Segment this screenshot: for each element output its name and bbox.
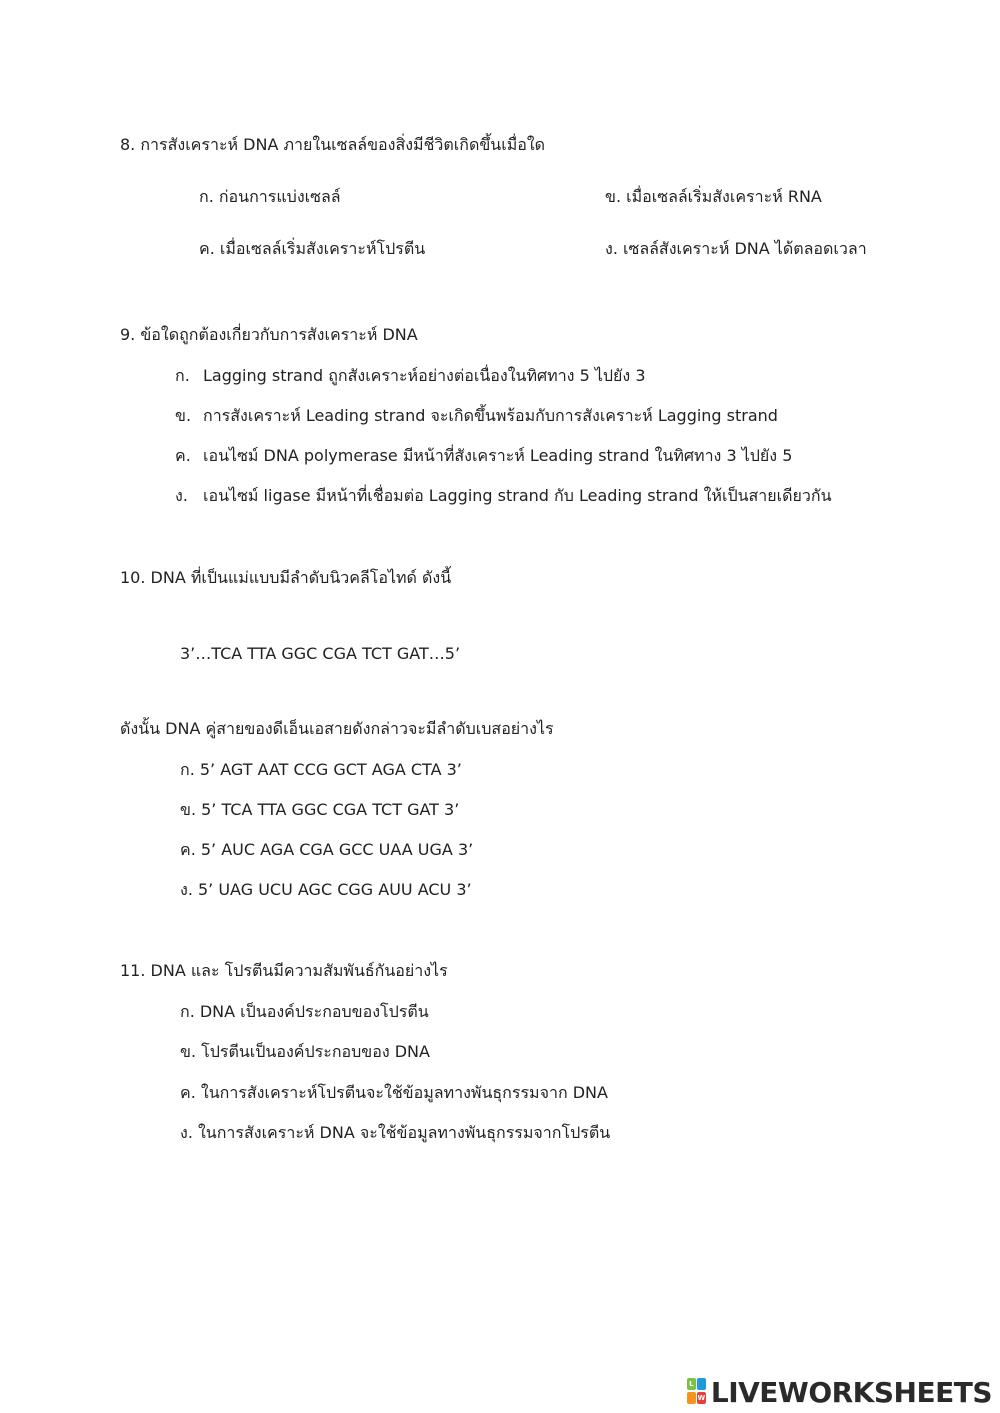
liveworksheets-logo bbox=[687, 1375, 992, 1409]
q8-option-a[interactable]: ก. ก่อนการแบ่งเซลล์ bbox=[199, 187, 341, 206]
q11-option-b[interactable]: ข. โปรตีนเป็นองค์ประกอบของ DNA bbox=[180, 1042, 430, 1061]
logo-text: LIVEWORKSHEETS bbox=[710, 1375, 992, 1409]
dna-sequence: 3’…TCA TTA GGC CGA TCT GAT…5’ bbox=[180, 644, 461, 663]
q8-option-b[interactable]: ข. เมื่อเซลล์เริ่มสังเคราะห์ RNA bbox=[605, 187, 822, 206]
q10-option-c[interactable]: ค. 5’ AUC AGA CGA GCC UAA UGA 3’ bbox=[180, 840, 474, 859]
question-11: 11. DNA และ โปรตีนมีความสัมพันธ์กันอย่างไร bbox=[120, 961, 448, 980]
option-label: ข. bbox=[175, 406, 192, 425]
logo-mark-orange bbox=[687, 1392, 696, 1404]
q9-option-c[interactable] bbox=[175, 444, 792, 468]
option-label: ง. bbox=[175, 486, 188, 505]
q8-option-d[interactable]: ง. เซลล์สังเคราะห์ DNA ได้ตลอดเวลา bbox=[605, 239, 867, 258]
logo-mark-green: L bbox=[687, 1378, 696, 1390]
option-label: ก. bbox=[175, 366, 190, 385]
q10-option-d[interactable]: ง. 5’ UAG UCU AGC CGG AUU ACU 3’ bbox=[180, 880, 472, 899]
q10-option-a[interactable]: ก. 5’ AGT AAT CCG GCT AGA CTA 3’ bbox=[180, 760, 462, 779]
option-label: ค. bbox=[175, 446, 191, 465]
option-text: การสังเคราะห์ Leading strand จะเกิดขึ้นพร้อมกับการสังเคราะห์ Lagging strand bbox=[203, 406, 778, 425]
q11-option-a[interactable]: ก. DNA เป็นองค์ประกอบของโปรตีน bbox=[180, 1002, 429, 1021]
q8-option-c[interactable]: ค. เมื่อเซลล์เริ่มสังเคราะห์โปรตีน bbox=[199, 239, 426, 258]
q11-option-d[interactable]: ง. ในการสังเคราะห์ DNA จะใช้ข้อมูลทางพันธุกรรมจากโปรตีน bbox=[180, 1123, 611, 1142]
option-text: Lagging strand ถูกสังเคราะห์อย่างต่อเนื่องในทิศทาง 5 ไปยัง 3 bbox=[203, 366, 646, 385]
q9-option-a[interactable] bbox=[175, 364, 646, 388]
option-text: เอนไซม์ DNA polymerase มีหน้าที่สังเคราะห์ Leading strand ในทิศทาง 3 ไปยัง 5 bbox=[203, 446, 793, 465]
question-10-followup: ดังนั้น DNA คู่สายของดีเอ็นเอสายดังกล่าวจะมีลำดับเบสอย่างไร bbox=[120, 719, 554, 738]
q10-option-b[interactable]: ข. 5’ TCA TTA GGC CGA TCT GAT 3’ bbox=[180, 800, 460, 819]
logo-mark-icon bbox=[687, 1378, 707, 1406]
q11-option-c[interactable]: ค. ในการสังเคราะห์โปรตีนจะใช้ข้อมูลทางพันธุกรรมจาก DNA bbox=[180, 1083, 608, 1102]
logo-mark-red: W bbox=[697, 1394, 706, 1402]
q9-option-b[interactable] bbox=[175, 404, 778, 428]
question-10: 10. DNA ที่เป็นแม่แบบมีลำดับนิวคลีโอไทด์ ดังนี้ bbox=[120, 568, 452, 587]
q9-option-d[interactable] bbox=[175, 484, 832, 508]
question-8: 8. การสังเคราะห์ DNA ภายในเซลล์ของสิ่งมีชีวิตเกิดขึ้นเมื่อใด bbox=[120, 135, 546, 154]
question-9: 9. ข้อใดถูกต้องเกี่ยวกับการสังเคราะห์ DNA bbox=[120, 325, 418, 344]
logo-mark-blue bbox=[697, 1378, 706, 1390]
option-text: เอนไซม์ ligase มีหน้าที่เชื่อมต่อ Lagging strand กับ Leading strand ให้เป็นสายเดียวกัน bbox=[203, 486, 832, 505]
